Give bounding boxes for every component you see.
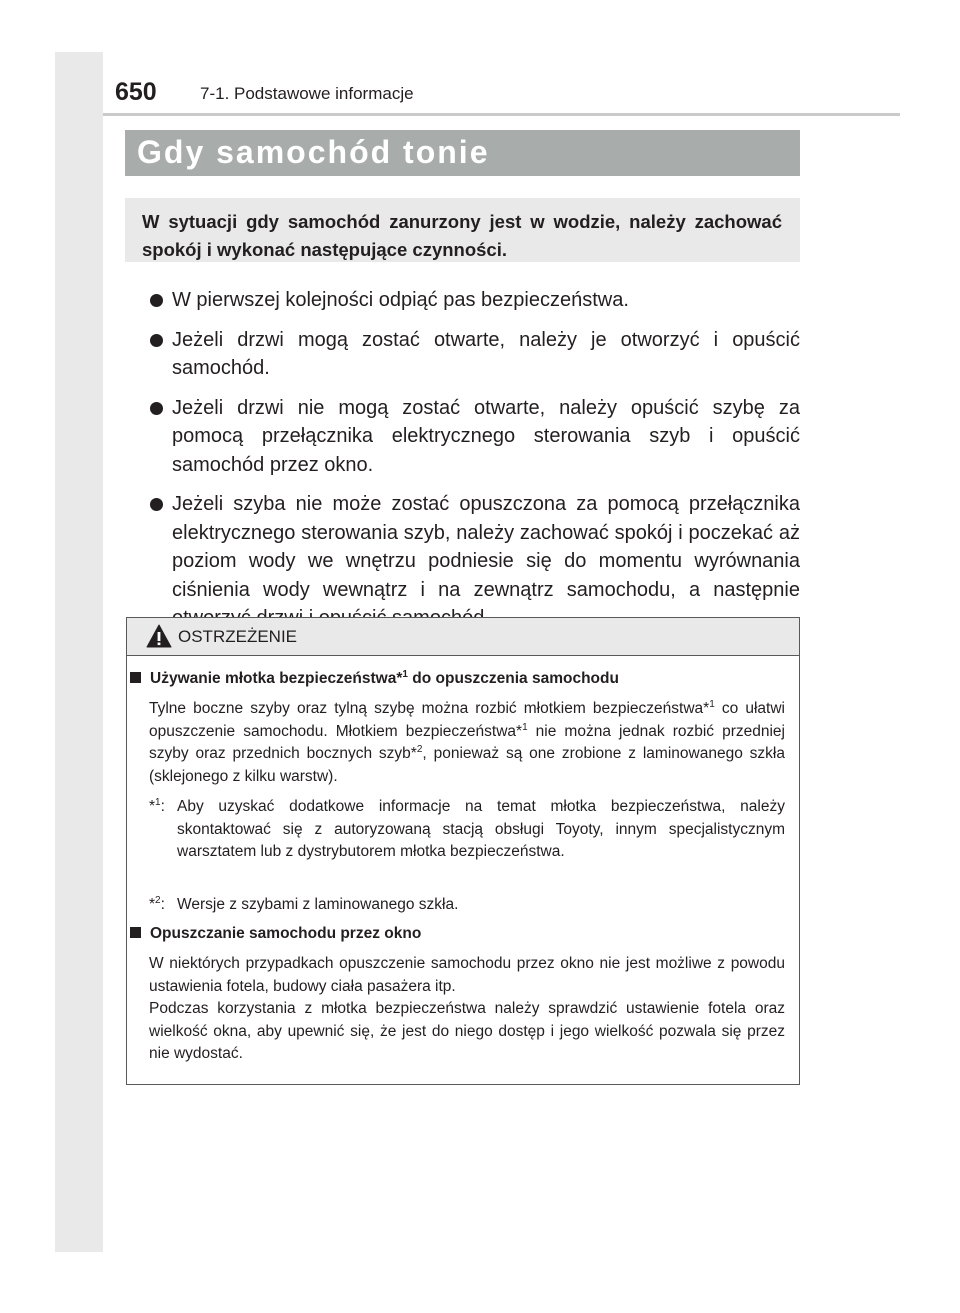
intro-text: W sytuacji gdy samochód zanurzony jest w wodzie, należy zachować spokój i wykonać następujące czynności. [142, 211, 782, 260]
warning-heading-window [130, 925, 421, 943]
warning-paragraph [149, 698, 785, 788]
list-item-text: Jeżeli szyba nie może zostać opuszczona za pomocą przełącznika elektrycznego sterowania szyb, należy zachować spokój i poczekać aż poziom wody we wnętrzu podniesie się do momentu wyrównania ciśnienia wody wewnątrz i na zewnątrz samochodu, a następnie [172, 493, 800, 601]
footnote-marker: *$^2$: [149, 895, 165, 913]
bullet-dot-icon [150, 334, 163, 347]
page-number: 650 [115, 78, 157, 106]
list-item [150, 326, 800, 383]
warning-paragraph [149, 953, 785, 998]
warning-paragraph [149, 998, 785, 1066]
warning-title: OSTRZEŻENIE [178, 627, 298, 646]
footnote-text: Wersje z szybami z laminowanego szkła. [177, 896, 459, 913]
bullet-dot-icon [150, 498, 163, 511]
superscript: 1 [709, 699, 715, 710]
warning-heading-hammer [130, 670, 619, 688]
bullet-dot-icon [150, 402, 163, 415]
warning-triangle-icon [146, 624, 172, 648]
list-item-text: Jeżeli drzwi mogą zostać otwarte, należy je otworzyć i opuścić samochód. [172, 328, 800, 379]
heading-text: do opuszczenia samochodu [407, 670, 619, 687]
paragraph-text: Tylne boczne szyby oraz tylną szybę można rozbić młotkiem bezpieczeństwa* [149, 700, 710, 717]
list-item-text: Jeżeli drzwi nie mogą zostać otwarte, należy opuścić szybę za pomocą przełącznika elektrycznego sterowania szyb i opuścić samochód przez okno. [172, 396, 800, 476]
superscript: 2 [416, 744, 423, 755]
page-header [0, 0, 960, 120]
list-item [150, 394, 800, 480]
heading-text: Opuszczanie samochodu przez okno [150, 925, 422, 942]
square-bullet-icon [130, 927, 141, 938]
square-bullet-icon [130, 672, 141, 683]
paragraph-text: , ponieważ są one zrobione z laminowanego szkła (sklejonego z kilku warstw). [149, 745, 785, 785]
bullet-list [150, 286, 800, 644]
warning-box [126, 617, 800, 1085]
superscript: 1 [522, 721, 528, 733]
bullet-dot-icon [150, 294, 163, 307]
footnote-2 [149, 894, 785, 917]
side-margin-strip [55, 52, 103, 1252]
header-rule [103, 113, 900, 116]
footnote-marker: *$^1$: [149, 797, 165, 815]
footnote-text: Aby uzyskać dodatkowe informacje na temat młotka bezpieczeństwa, należy skontaktować się z autoryzowaną stacją obsługi Toyoty, innym specjalistycznym warsztatem lub z dystrybutorem młotka bezpieczeństwa. [177, 798, 785, 860]
paragraph-text: Podczas korzystania z młotka bezpieczeństwa należy sprawdzić ustawienie fotela oraz wielkość okna, aby upewnić się, że jest do niego dostęp i jego wielkość pozwala się przez nie wydostać. [149, 1000, 785, 1062]
page-title: Gdy samochód tonie [137, 134, 490, 170]
heading-text: Używanie młotka bezpieczeństwa* [150, 670, 403, 687]
paragraph-text: W niektórych przypadkach opuszczenie samochodu przez okno nie jest możliwe z powodu ustawienia fotela, budowy ciała pasażera itp. [149, 955, 785, 995]
intro-box [125, 198, 800, 262]
list-item [150, 286, 800, 315]
superscript: 1 [402, 669, 408, 680]
footnote-1 [149, 796, 785, 864]
paragraph-text: nie można jednak rozbić przedniej szyby oraz przednich bocznych szyb* [149, 722, 785, 762]
paragraph-text: co ułatwi opuszczenie samochodu. Młotkiem bezpieczeństwa* [149, 700, 785, 740]
list-item-text: W pierwszej kolejności odpiąć pas bezpieczeństwa. [172, 289, 629, 311]
section-title: 7-1. Podstawowe informacje [200, 84, 414, 103]
title-bar [125, 130, 800, 176]
list-item [150, 490, 800, 633]
warning-header [127, 618, 799, 656]
